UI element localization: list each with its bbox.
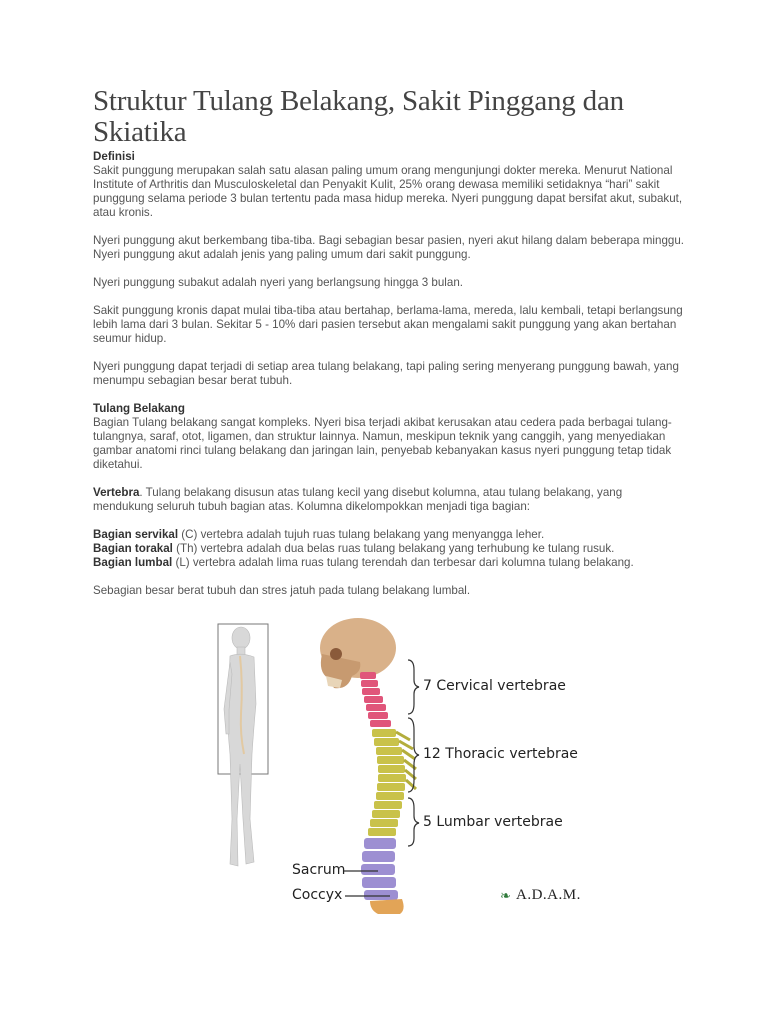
article-body	[93, 150, 685, 598]
heading-tulang-belakang: Tulang Belakang	[93, 402, 185, 415]
vertebra-text: . Tulang belakang disusun atas tulang kecil yang disebut kolumna, atau tulang belakang, yang mendukung seluruh tubuh bagian atas. Kolumna dikelompokkan menjadi tiga bagian:	[93, 486, 623, 513]
thoracic-vertebrae	[368, 729, 416, 836]
paragraph-2: Nyeri punggung akut berkembang tiba-tiba. Bagi sebagian besar pasien, nyeri akut hilang dalam beberapa minggu. Nyeri punggung akut adalah jenis yang paling umum dari sakit punggung.	[93, 234, 685, 261]
paragraph-3: Nyeri punggung subakut adalah nyeri yang berlangsung hingga 3 bulan.	[93, 276, 463, 289]
term-servikal: Bagian servikal	[93, 528, 179, 541]
document-page	[93, 86, 685, 612]
adam-leaf-icon: ❧	[500, 888, 511, 903]
servikal-text: (C) vertebra adalah tujuh ruas tulang belakang yang menyangga leher.	[178, 528, 545, 541]
label-thoracic: 12 Thoracic vertebrae	[423, 746, 578, 762]
spine-illustration	[210, 614, 600, 914]
paragraph-closing: Sebagian besar berat tubuh dan stres jatuh pada tulang belakang lumbal.	[93, 584, 471, 597]
page-title: Struktur Tulang Belakang, Sakit Pinggang dan Skiatika	[93, 85, 624, 148]
skull	[320, 618, 396, 688]
term-vertebra: Vertebra	[93, 486, 140, 499]
paragraph-vertebra	[93, 486, 685, 514]
lumbal-text: (L) vertebra adalah lima ruas tulang terendah dan terbesar dari kolumna tulang belakang.	[172, 556, 634, 569]
label-lumbar: 5 Lumbar vertebrae	[423, 814, 563, 830]
heading-definisi: Definisi	[93, 150, 135, 163]
torakal-text: (Th) vertebra adalah dua belas ruas tulang belakang yang terhubung ke tulang rusuk.	[172, 542, 615, 555]
paragraph-1: Sakit punggung merupakan salah satu alasan paling umum orang mengunjungi dokter mereka. Menurut National Institute of Arthritis dan Musculoskeletal dan Penyakit Kulit, 25% orang dewasa memiliki setidaknya “hari” sakit punggung selama periode 3 bulan tertentu pada masa hidup mereka. Nyeri punggung dapat bersifat akut, subakut, atau kronis.	[93, 164, 683, 219]
paragraph-bagian	[93, 528, 685, 570]
cervical-vertebrae	[360, 672, 391, 727]
adam-logo: A.D.A.M.	[516, 887, 581, 903]
paragraph-tulang: Bagian Tulang belakang sangat kompleks. Nyeri bisa terjadi akibat kerusakan atau cedera pada berbagai tulang-tulangnya, saraf, otot, ligamen, dan struktur lainnya. Namun, meskipun teknik yang canggih, yang menyediakan gambar anatomi rinci tulang belakang dan jaringan lain, penyebab kebanyakan kasus nyeri punggung tetap tidak diketahui.	[93, 416, 672, 471]
spine-figure	[210, 614, 600, 914]
paragraph-5: Nyeri punggung dapat terjadi di setiap area tulang belakang, tapi paling sering menyerang punggung bawah, yang menumpu sebagian besar berat tubuh.	[93, 360, 679, 387]
term-lumbal: Bagian lumbal	[93, 556, 173, 569]
paragraph-4: Sakit punggung kronis dapat mulai tiba-tiba atau bertahap, berlama-lama, mereda, lalu kembali, tetapi berlangsung lebih lama dari 3 bulan. Sekitar 5 - 10% dari pasien tersebut akan mengalami sakit punggung yang akan bertahan seumur hidup.	[93, 304, 683, 345]
sacrum-bone	[370, 899, 404, 914]
term-torakal: Bagian torakal	[93, 542, 173, 555]
label-cervical: 7 Cervical vertebrae	[423, 678, 566, 694]
label-sacrum: Sacrum	[292, 862, 346, 878]
lumbar-vertebrae	[361, 838, 398, 900]
label-coccyx: Coccyx	[292, 887, 343, 903]
